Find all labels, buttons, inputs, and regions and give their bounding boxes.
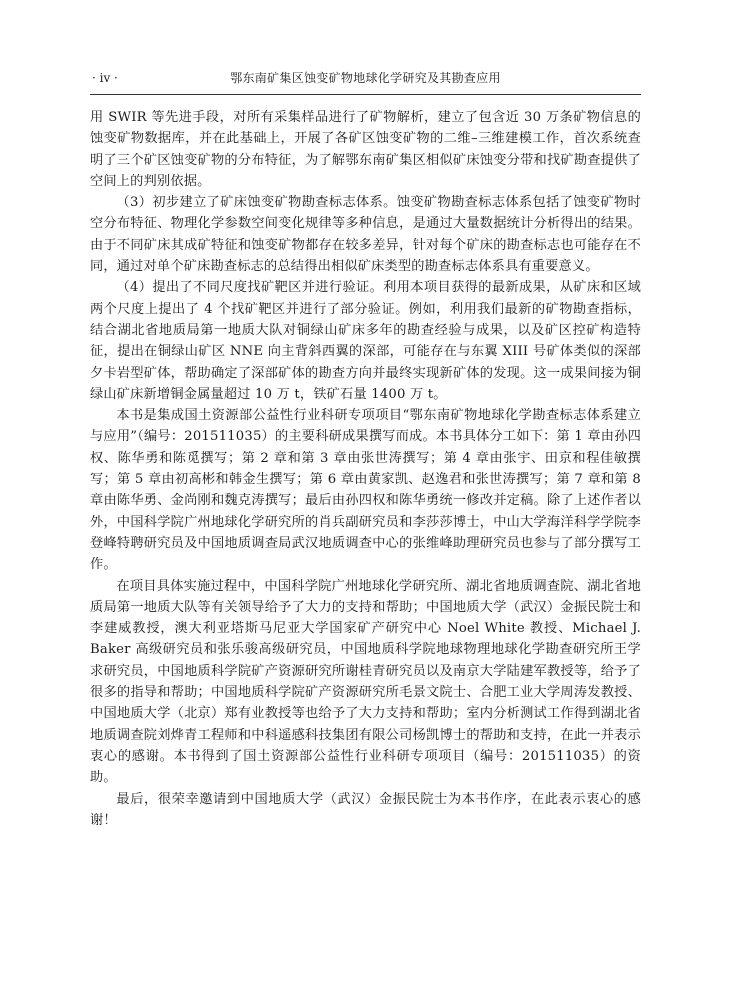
page-header [90,68,641,88]
page-number: · iv · [92,71,118,85]
paragraph-item-3: （3）初步建立了矿床蚀变矿物勘查标志体系。蚀变矿物勘查标志体系包括了蚀变矿物时空分布特征、物理化学参数空间变化规律等多种信息，是通过大量数据统计分析得出的结果。由于不同矿床其成矿特征和蚀变矿物都存在较多差异，针对每个矿床的勘查标志也可能存在不同，通过对单个矿床勘查标志的总结得出相似矿床类型的勘查标志体系具有重要意义。 [90,195,641,275]
paragraph-item-4: （4）提出了不同尺度找矿靶区并进行验证。利用本项目获得的最新成果，从矿床和区域两个尺度上提出了 4 个找矿靶区并进行了部分验证。例如，利用我们最新的矿物勘查指标，结合湖北省地质局第一地质大队对铜绿山矿床多年的勘查经验与成果，以及矿区控矿构造特征，提出在铜绿山矿区 NNE 向主背斜西翼的深部，可能存在与东翼 XIII 号矿体类似的深部夕卡岩型矿体，帮助确定了深部矿体的勘查方向并最终实现新矿体的发现。这一成果间接为铜绿山矿床新增铜金属量超过 10 万 t，铁矿石量 1400 万 t。 [90,280,641,402]
paragraph-closing: 最后，很荣幸邀请到中国地质大学（武汉）金振民院士为本书作序，在此表示衷心的感谢！ [90,791,641,828]
header-rule [90,94,641,95]
paragraph-acknowledgements: 在项目具体实施过程中，中国科学院广州地球化学研究所、湖北省地质调查院、湖北省地质局第一地质大队等有关领导给予了大力的支持和帮助；中国地质大学（武汉）金振民院士和李建威教授，澳大利亚塔斯马尼亚大学国家矿产研究中心 Noel White 教授、Michael J. Baker 高级研究员和张乐骏高级研究员，中国地质科学院地球物理地球化学勘查研究所王学求研究员，中国地质科学院矿产资源研究所谢桂青研究员以及南京大学陆建军教授等，给予了很多的指导和帮助；中国地质科学院矿产资源研究所毛景文院士、合肥工业大学周涛发教授、中国地质大学（北京）郑有业教授等也给予了大力支持和帮助；室内分析测试工作得到湖北省地质调查院刘烨青工程师和中科遥感科技集团有限公司杨凯博士的帮助和支持，在此一并表示衷心的感谢。本书得到了国土资源部公益性行业科研专项项目（编号：201511035）的资助。 [90,578,641,786]
paragraph-continued: 用 SWIR 等先进手段，对所有采集样品进行了矿物解析，建立了包含近 30 万条矿物信息的蚀变矿物数据库，并在此基础上，开展了各矿区蚀变矿物的二维–三维建模工作，首次系统查明了三个矿区蚀变矿物的分布特征，为了解鄂东南矿集区相似矿床蚀变分带和找矿勘查提供了空间上的判别依据。 [90,110,641,189]
paragraph-authorship: 本书是集成国土资源部公益性行业科研专项项目“鄂东南矿物地球化学勘查标志体系建立与应用”（编号：201511035）的主要科研成果撰写而成。本书具体分工如下：第 1 章由孙四权、陈华勇和陈觅撰写；第 2 章和第 3 章由张世涛撰写；第 4 章由张宇、田京和程佳敏撰写；第 5 章由初高彬和韩金生撰写；第 6 章由黄家凯、赵逸君和张世涛撰写；第 7 章和第 8 章由陈华勇、金尚刚和魏克涛撰写；最后由孙四权和陈华勇统一修改并定稿。除了上述作者以外，中国科学院广州地球化学研究所的肖兵副研究员和李莎莎博士，中山大学海洋科学学院李登峰特聘研究员及中国地质调查局武汉地质调查中心的张维峰助理研究员也参与了部分撰写工作。 [90,408,641,573]
body-text [90,107,641,831]
running-title: 鄂东南矿集区蚀变矿物地球化学研究及其勘查应用 [230,71,501,85]
book-page [90,68,641,831]
